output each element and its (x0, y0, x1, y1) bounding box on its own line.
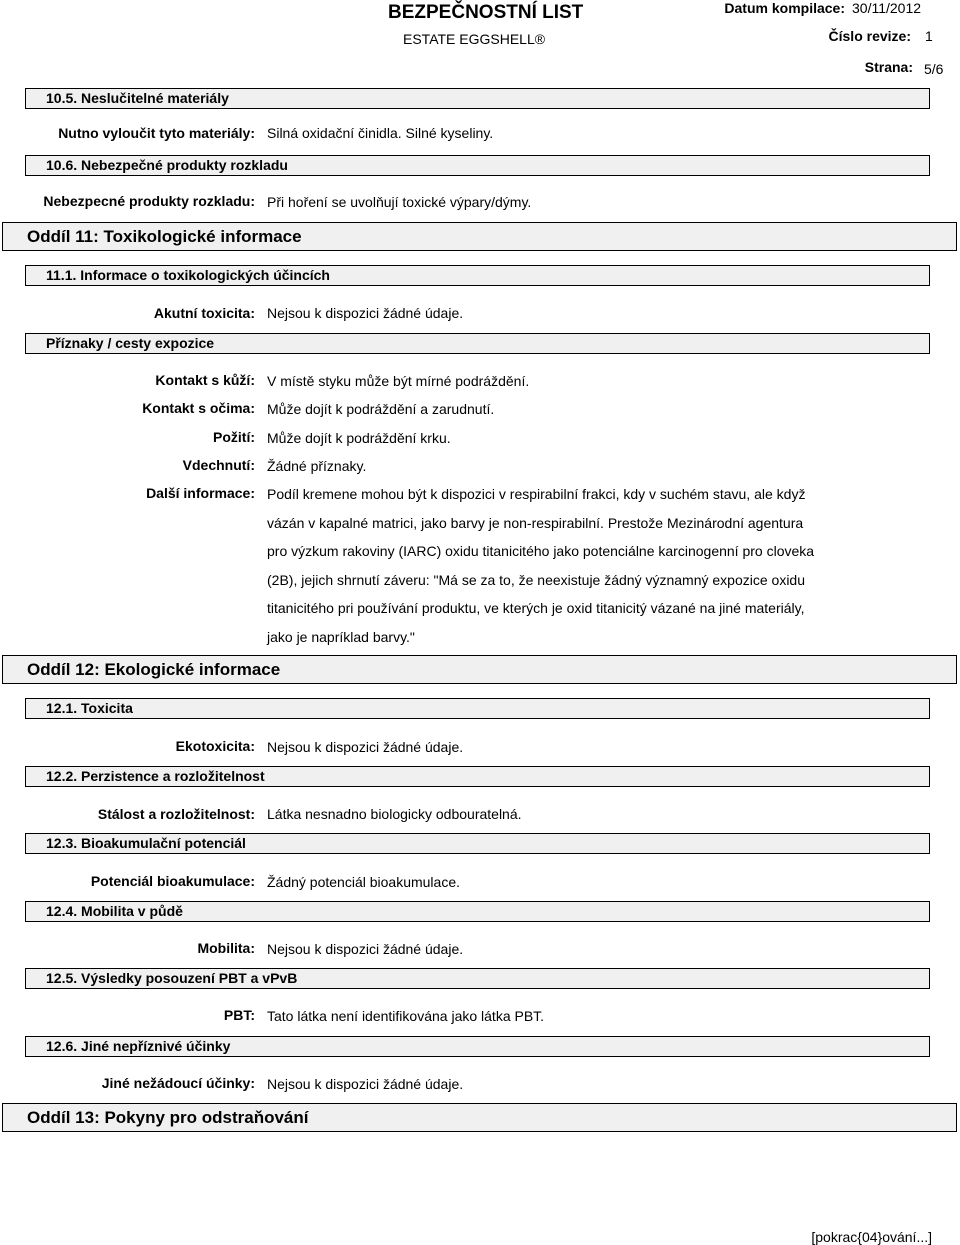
further-info-line: jako je napríklad barvy." (267, 628, 415, 645)
revision-value: 1 (925, 28, 933, 44)
section-12-title: Oddíl 12: Ekologické informace (2, 655, 957, 684)
other-effects-label: Jiné nežádoucí účinky: (101, 1075, 255, 1091)
degradability-label: Stálost a rozložitelnost: (97, 806, 255, 822)
ingestion-label: Požití: (213, 429, 255, 445)
product-name: ESTATE EGGSHELL® (403, 31, 546, 47)
eye-contact-label: Kontakt s očima: (142, 400, 255, 416)
further-info-line: titanicitého pri používání produktu, ve kterých je oxid titanicitý vázané na jiné materiály, (267, 600, 805, 616)
compile-date-label: Datum kompilace: (724, 0, 845, 16)
degradability-value: Látka nesnadno biologicky odbouratelná. (267, 806, 522, 822)
ecotoxicity-value: Nejsou k dispozici žádné údaje. (267, 739, 464, 755)
subsection-11-1-title: 11.1. Informace o toxikologických účincích (25, 265, 930, 286)
pbt-label: PBT: (223, 1007, 255, 1023)
page-number: 5/6 (924, 61, 944, 77)
incompatible-materials-value: Silná oxidační činidla. Silné kyseliny. (267, 125, 494, 141)
mobility-label: Mobilita: (197, 940, 255, 956)
section-11-title: Oddíl 11: Toxikologické informace (2, 222, 957, 251)
decomposition-products-value: Při hoření se uvolňují toxické výpary/dýmy. (267, 194, 532, 210)
further-info-label: Další informace: (146, 485, 255, 501)
subsection-12-3-title: 12.3. Bioakumulační potenciál (25, 833, 930, 854)
subsection-12-5-title: 12.5. Výsledky posouzení PBT a vPvB (25, 968, 930, 989)
subsection-12-1-title: 12.1. Toxicita (25, 698, 930, 719)
document-title: BEZPEČNOSTNÍ LIST (388, 2, 584, 23)
bioaccumulation-label: Potenciál bioakumulace: (90, 873, 255, 889)
other-effects-value: Nejsou k dispozici žádné údaje. (267, 1076, 464, 1092)
further-info-line: pro výzkum rakoviny (IARC) oxidu titanicitého jako potenciálne karcinogenní pro cloveka (267, 543, 815, 559)
subsection-10-5-title: 10.5. Neslučitelné materiály (25, 88, 930, 109)
eye-contact-value: Může dojít k podráždění a zarudnutí. (267, 401, 495, 417)
ingestion-value: Může dojít k podráždění krku. (267, 430, 451, 446)
skin-contact-label: Kontakt s kůží: (155, 372, 255, 388)
bioaccumulation-value: Žádný potenciál bioakumulace. (267, 874, 461, 890)
section-13-title: Oddíl 13: Pokyny pro odstraňování (2, 1103, 957, 1132)
ecotoxicity-label: Ekotoxicita: (175, 738, 255, 754)
mobility-value: Nejsou k dispozici žádné údaje. (267, 941, 464, 957)
revision-label: Číslo revize: (828, 28, 911, 44)
inhalation-label: Vdechnutí: (182, 457, 255, 473)
subsection-10-6-title: 10.6. Nebezpečné produkty rozkladu (25, 155, 930, 176)
acute-toxicity-label: Akutní toxicita: (153, 305, 255, 321)
subsection-12-6-title: 12.6. Jiné nepříznivé účinky (25, 1036, 930, 1057)
symptoms-title: Příznaky / cesty expozice (25, 333, 930, 354)
acute-toxicity-value: Nejsou k dispozici žádné údaje. (267, 305, 464, 321)
further-info-paragraph (267, 480, 852, 651)
incompatible-materials-label: Nutno vyloučit tyto materiály: (58, 125, 255, 141)
further-info-line: (2B), jejich shrnutí záveru: "Má se za to, že neexistuje žádný významný expozice oxidu (267, 571, 806, 588)
inhalation-value: Žádné příznaky. (267, 458, 367, 474)
continuation-note: [pokrac{04}ování...] (811, 1229, 932, 1245)
further-info-line: vázán v kapalné matrici, jako barvy je non-respirabilní. Prestože Mezinárodní agentura (267, 514, 804, 531)
subsection-12-2-title: 12.2. Perzistence a rozložitelnost (25, 766, 930, 787)
decomposition-products-label: Nebezpecné produkty rozkladu: (43, 193, 255, 209)
pbt-value: Tato látka není identifikována jako látka PBT. (267, 1008, 545, 1024)
further-info-line: Podíl kremene mohou být k dispozici v respirabilní frakci, kdy v suchém stavu, ale když (267, 486, 806, 502)
page-label: Strana: (864, 59, 913, 75)
compile-date-value: 30/11/2012 (852, 0, 922, 16)
skin-contact-value: V místě styku může být mírné podráždění. (267, 373, 530, 389)
subsection-12-4-title: 12.4. Mobilita v půdě (25, 901, 930, 922)
